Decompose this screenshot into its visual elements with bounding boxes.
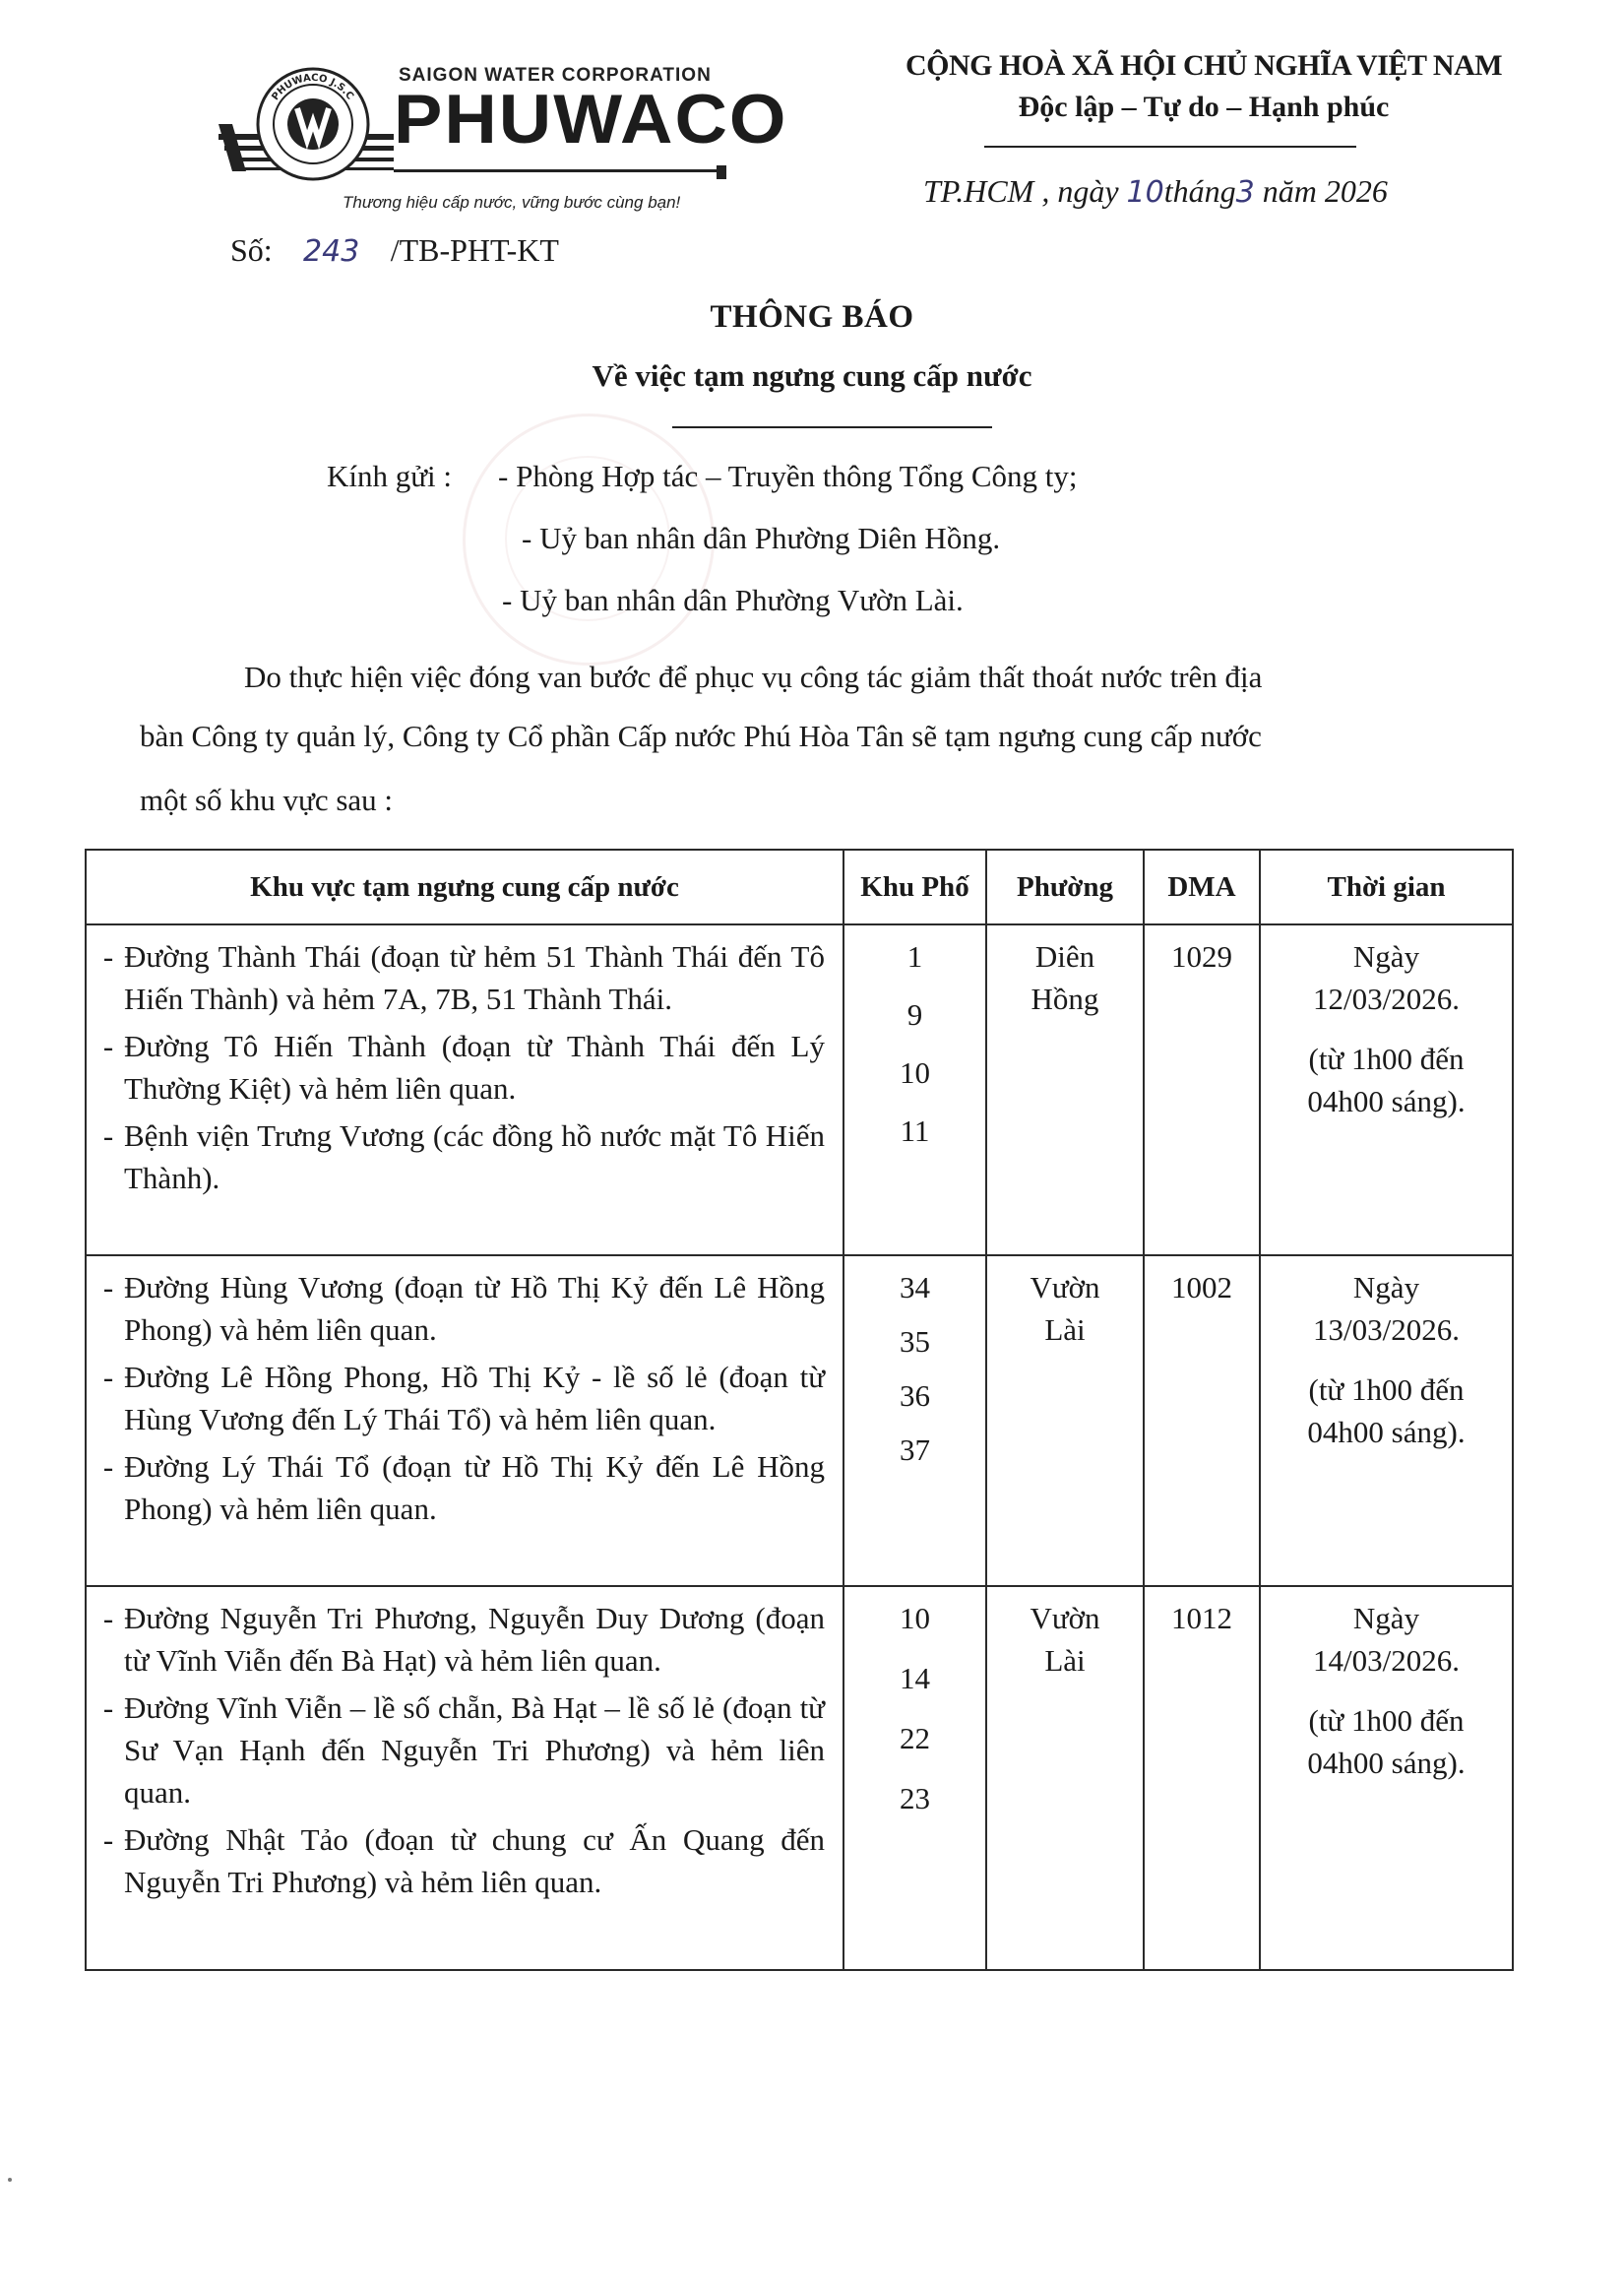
- ward-cell: Diên Hồng: [986, 924, 1144, 1255]
- header-kp: Khu Phố: [843, 850, 986, 924]
- dma-cell: 1029: [1144, 924, 1260, 1255]
- issue-date: [923, 173, 1388, 210]
- date-month-label: tháng: [1163, 173, 1236, 209]
- ward-cell: Vườn Lài: [986, 1255, 1144, 1586]
- table-row: [86, 1255, 1513, 1586]
- kp-value: 14: [900, 1661, 930, 1695]
- area-cell: [86, 1255, 843, 1586]
- recipients-label: Kính gửi :: [327, 459, 453, 493]
- dma-cell: 1002: [1144, 1255, 1260, 1586]
- brand-mark: [717, 165, 726, 179]
- intro-paragraph-line: Do thực hiện việc đóng van bước để phục vụ công tác giảm thất thoát nước trên địa: [244, 660, 1263, 694]
- table-header-row: [86, 850, 1513, 924]
- phuwaco-logo: [219, 63, 396, 191]
- area-cell: [86, 1586, 843, 1970]
- document-number-handwritten: 243: [303, 234, 360, 269]
- notice-title: THÔNG BÁO: [710, 299, 914, 335]
- scan-speck: [8, 2178, 12, 2182]
- kp-value: 10: [900, 1601, 930, 1635]
- kp-cell: [843, 924, 986, 1255]
- notice-subtitle: Về việc tạm ngưng cung cấp nước: [592, 358, 1032, 393]
- kp-value: 11: [900, 1113, 930, 1148]
- area-item: - Đường Hùng Vương (đoạn từ Hồ Thị Kỷ đến Lê Hồng Phong) và hẻm liên quan.: [102, 1270, 825, 1347]
- time-cell: Ngày 12/03/2026. (từ 1h00 đến 04h00 sáng).: [1260, 924, 1513, 1255]
- header-ward: Phường: [986, 850, 1144, 924]
- time-cell: Ngày 14/03/2026. (từ 1h00 đến 04h00 sáng).: [1260, 1586, 1513, 1970]
- table-row: [86, 1586, 1513, 1970]
- title-rule: [672, 426, 992, 428]
- document-number: [230, 232, 559, 269]
- ward-cell: Vườn Lài: [986, 1586, 1144, 1970]
- kp-value: 34: [900, 1270, 930, 1304]
- kp-value: 9: [906, 997, 923, 1032]
- intro-paragraph-line: một số khu vực sau :: [140, 783, 394, 817]
- area-cell: [86, 924, 843, 1255]
- area-item: - Đường Lê Hồng Phong, Hồ Thị Kỷ - lề số lẻ (đoạn từ Hùng Vương đến Lý Thái Tổ) và hẻm liên quan.: [102, 1360, 825, 1436]
- header-dma: DMA: [1144, 850, 1260, 924]
- outage-schedule-table: [85, 849, 1514, 1971]
- area-item: - Đường Nhật Tảo (đoạn từ chung cư Ấn Quang đến Nguyễn Tri Phương) và hẻm liên quan.: [102, 1822, 825, 1899]
- nation-title: CỘNG HOÀ XÃ HỘI CHỦ NGHĨA VIỆT NAM: [905, 49, 1503, 82]
- brand-name: PHUWACO: [394, 80, 788, 159]
- kp-cell: [843, 1586, 986, 1970]
- time-cell: Ngày 13/03/2026. (từ 1h00 đến 04h00 sáng).: [1260, 1255, 1513, 1586]
- dma-cell: 1012: [1144, 1586, 1260, 1970]
- date-day-handwritten: 10: [1126, 175, 1164, 210]
- recipient-item: - Uỷ ban nhân dân Phường Diên Hồng.: [522, 521, 1001, 555]
- national-motto: Độc lập – Tự do – Hạnh phúc: [1018, 91, 1390, 123]
- intro-paragraph-line: bàn Công ty quản lý, Công ty Cổ phần Cấp nước Phú Hòa Tân sẽ tạm ngưng cung cấp nước: [140, 719, 1262, 753]
- corporation-name: SAIGON WATER CORPORATION: [399, 65, 712, 86]
- area-item: - Đường Lý Thái Tổ (đoạn từ Hồ Thị Kỷ đến Lê Hồng Phong) và hẻm liên quan.: [102, 1449, 825, 1526]
- area-item: - Bệnh viện Trưng Vương (các đồng hồ nước mặt Tô Hiến Thành).: [102, 1118, 825, 1195]
- area-item: - Đường Nguyễn Tri Phương, Nguyễn Duy Dương (đoạn từ Vĩnh Viễn đến Bà Hạt) và hẻm liên quan.: [102, 1601, 825, 1678]
- logo-seal-text: PHUWACO J.S.C: [270, 72, 356, 103]
- area-item: - Đường Vĩnh Viễn – lề số chẵn, Bà Hạt – lề số lẻ (đoạn từ Sư Vạn Hạnh đến Nguyễn Tri Phương) và hẻm liên quan.: [102, 1690, 825, 1810]
- date-month-handwritten: 3: [1235, 175, 1255, 210]
- date-year: năm 2026: [1262, 173, 1388, 209]
- area-item: - Đường Tô Hiến Thành (đoạn từ Thành Thái đến Lý Thường Kiệt) và hẻm liên quan.: [102, 1029, 825, 1106]
- kp-value: 22: [900, 1721, 930, 1755]
- brand-underline: [394, 169, 718, 172]
- kp-cell: [843, 1255, 986, 1586]
- date-prefix: TP.HCM , ngày: [923, 173, 1119, 209]
- motto-underline: [984, 146, 1356, 148]
- kp-value: 36: [900, 1378, 930, 1413]
- document-number-suffix: /TB-PHT-KT: [390, 232, 559, 268]
- document-number-label: Số:: [230, 232, 273, 268]
- slogan: Thương hiệu cấp nước, vững bước cùng bạn!: [343, 193, 681, 212]
- kp-value: 23: [900, 1781, 930, 1815]
- header-time: Thời gian: [1260, 850, 1513, 924]
- recipient-item: - Phòng Hợp tác – Truyền thông Tổng Công ty;: [498, 459, 1078, 493]
- header-area: Khu vực tạm ngưng cung cấp nước: [86, 850, 843, 924]
- kp-value: 1: [906, 939, 923, 974]
- recipient-item: - Uỷ ban nhân dân Phường Vườn Lài.: [502, 583, 964, 617]
- area-item: - Đường Thành Thái (đoạn từ hẻm 51 Thành Thái đến Tô Hiến Thành) và hẻm 7A, 7B, 51 Thành Thái.: [102, 939, 825, 1016]
- kp-value: 37: [900, 1432, 930, 1467]
- table-row: [86, 924, 1513, 1255]
- kp-value: 35: [900, 1324, 930, 1359]
- kp-value: 10: [900, 1055, 930, 1090]
